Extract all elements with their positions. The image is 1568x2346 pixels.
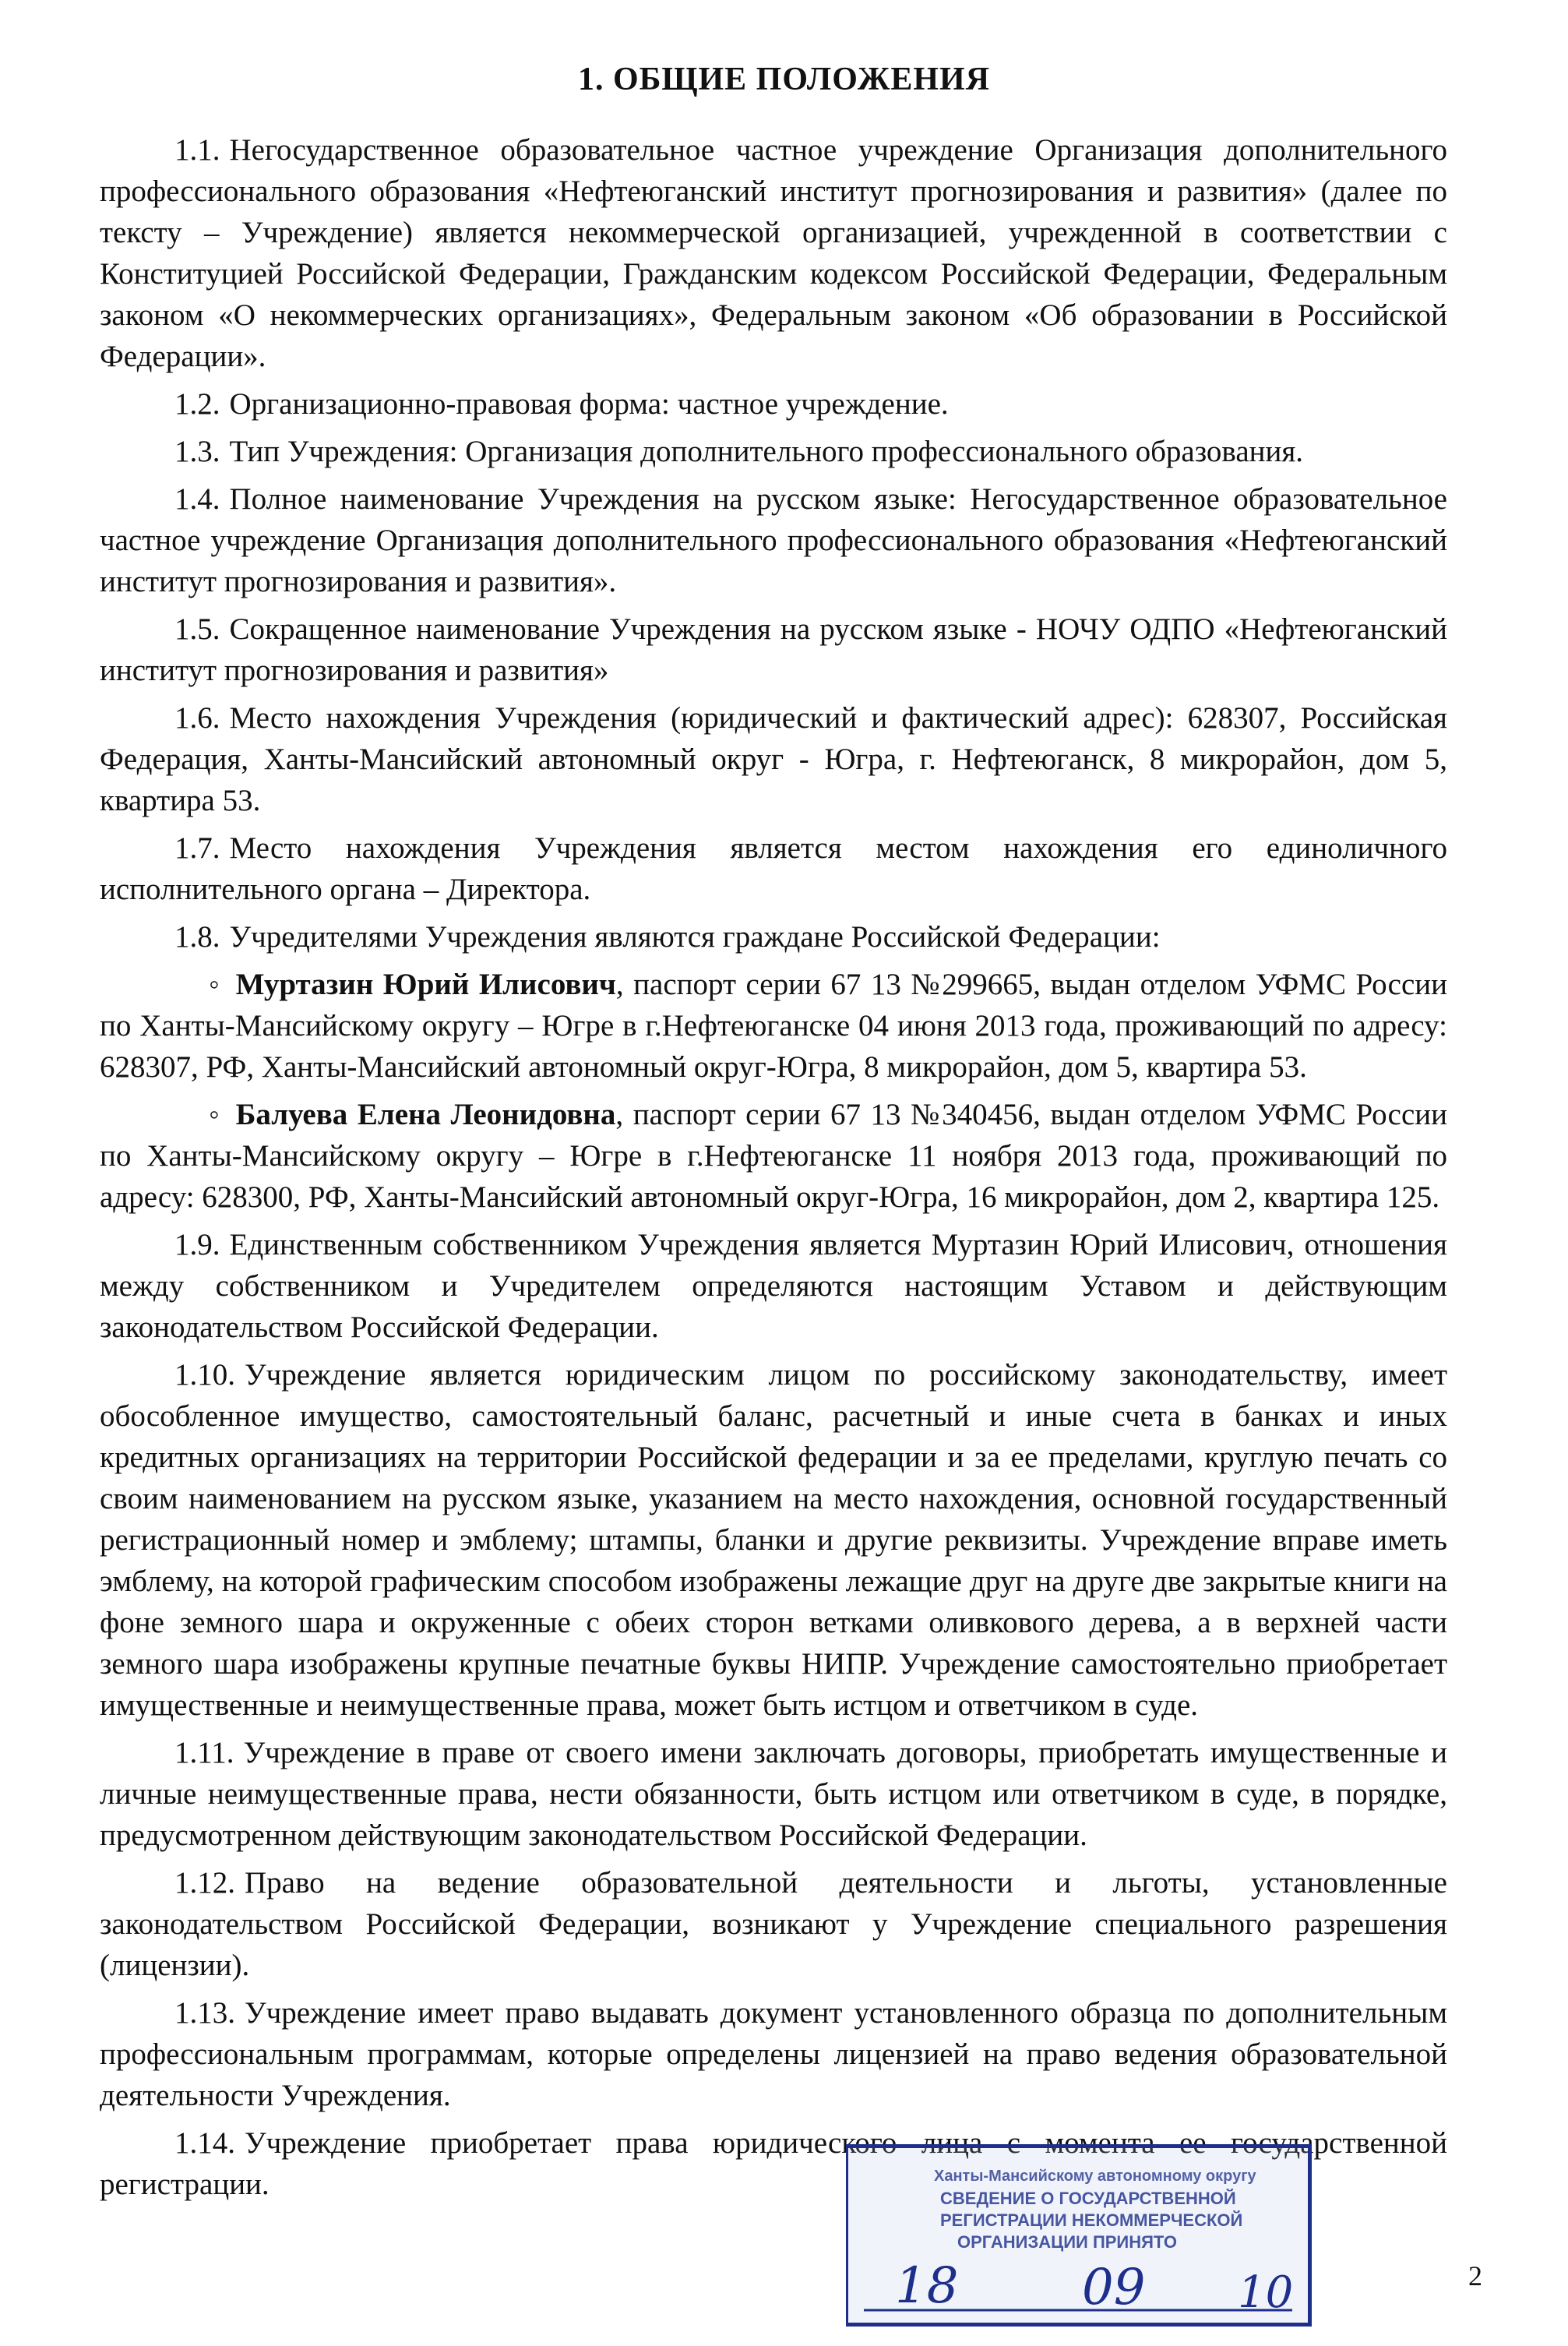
clause-1-6 [100,697,1447,821]
clause-1-2 [100,383,1447,425]
clause-number: 1.2. [174,387,220,421]
clause-1-9 [100,1224,1447,1348]
clause-number: 1.8. [174,920,220,954]
stamp-line-3: РЕГИСТРАЦИИ НЕКОММЕРЧЕСКОЙ [940,2210,1243,2230]
clause-text: Учреждение приобретает права юридического лица с момента ее государственной регистрации. [100,2126,1447,2201]
clause-number: 1.14. [174,2126,235,2160]
stamp-line-1: Ханты-Мансийскому автономному округу [934,2168,1256,2185]
bullet-icon: ◦ [209,968,222,1001]
founder-item [100,964,1447,1088]
clause-number: 1.5. [174,612,220,646]
registration-stamp [846,2144,1312,2327]
clause-1-3 [100,431,1447,472]
clause-text: Учреждение является юридическим лицом по российскому законодательству, имеет обособленное имущество, самостоятельный баланс, расчетный и иные счета в банках и иных кредитных организациях на территории Российской федерации и за ее пределами, круглую печать со своим наименованием на русском языке, указанием на место нахождения, основной государственный регистрационный номер и эмблему; штампы, бланки и другие реквизиты. Учреждение вправе иметь эмблему, на которой графическим способом изображены лежащие друг на друге две закрытые книги на фоне земного шара и окруженные с обеих сторон ветками оливкового дерева, а в верхней части земного шара изображены крупные печатные буквы НИПР. Учреждение самостоятельно приобретает имущественные и неимущественные права, может быть истцом и ответчиком в суде. [100,1358,1447,1722]
stamp-graphic [848,2148,1314,2330]
stamp-year: 10 [1238,2267,1294,2318]
page-number: 2 [1468,2260,1482,2291]
clause-text: Место нахождения Учреждения является местом нахождения его единоличного исполнительного органа – Директора. [100,831,1447,906]
clause-number: 1.12. [174,1866,235,1900]
clause-text: Учреждение имеет право выдавать документ установленного образца по дополнительным профессиональным программам, которые определены лицензией на право ведения образовательной деятельности Учреждения. [100,1996,1447,2112]
clause-text: Учреждение в праве от своего имени заключать договоры, приобретать имущественные и личные неимущественные права, нести обязанности, быть истцом или ответчиком в суде, в порядке, предусмотренном действующим законодательством Российской Федерации. [100,1736,1447,1852]
clause-text: Право на ведение образовательной деятельности и льготы, установленные законодательством Российской Федерации, возникают у Учреждение специального разрешения (лицензии). [100,1866,1447,1982]
clause-number: 1.4. [174,482,220,516]
clause-text: Тип Учреждения: Организация дополнительного профессионального образования. [229,435,1304,468]
clause-text: Сокращенное наименование Учреждения на русском языке - НОЧУ ОДПО «Нефтеюганский институт прогнозирования и развития» [100,612,1447,687]
section-heading: 1. ОБЩИЕ ПОЛОЖЕНИЯ [577,62,991,97]
clause-1-12 [100,1862,1447,1986]
bullet-icon: ◦ [209,1098,222,1131]
clause-1-13 [100,1992,1447,2116]
document-body [100,129,1447,2211]
clause-text: Полное наименование Учреждения на русском языке: Негосударственное образовательное частное учреждение Организация дополнительного профессионального образования «Нефтеюганский институт прогнозирования и развития». [100,482,1447,598]
clause-1-5 [100,609,1447,691]
clause-1-11 [100,1732,1447,1856]
stamp-day: 18 [895,2257,959,2315]
clause-1-8 [100,916,1447,958]
clause-text: Единственным собственником Учреждения является Муртазин Юрий Илисович, отношения между собственником и Учредителем определяются настоящим Уставом и действующим законодательством Российской Федерации. [100,1228,1447,1344]
clause-number: 1.9. [174,1228,220,1261]
founder-details: , паспорт серии 67 13 №299665, выдан отделом УФМС России по Ханты-Мансийскому округу – Югре в г.Нефтеюганске 04 июня 2013 года, проживающий по адресу: 628307, РФ, Ханты-Мансийский автономный округ-Югра, 8 микрорайон, дом 5, квартира 53. [100,968,1448,1084]
clause-text: Место нахождения Учреждения (юридический и фактический адрес): 628307, Российская Федерация, Ханты-Мансийский автономный округ - Югра, г. Нефтеюганск, 8 микрорайон, дом 5, квартира 53. [100,701,1447,817]
clause-number: 1.11. [174,1736,234,1769]
clause-number: 1.3. [174,435,220,468]
clause-number: 1.7. [174,831,220,865]
clause-text: Учредителями Учреждения являются граждане Российской Федерации: [229,920,1161,954]
clause-1-4 [100,478,1447,602]
founder-name: Балуева Елена Леонидовна [235,1098,616,1131]
clause-number: 1.10. [174,1358,235,1392]
clause-number: 1.13. [174,1996,235,2030]
founder-item [100,1094,1447,1218]
clause-text: Организационно-правовая форма: частное учреждение. [229,387,949,421]
clause-1-1 [100,129,1447,377]
clause-1-7 [100,827,1447,910]
founder-name: Муртазин Юрий Илисович [235,968,616,1001]
stamp-line-4: ОРГАНИЗАЦИИ ПРИНЯТО [957,2232,1177,2252]
founder-details: , паспорт серии 67 13 №340456, выдан отделом УФМС России по Ханты-Мансийскому округу – Югре в г.Нефтеюганске 11 ноября 2013 года, проживающий по адресу: 628300, РФ, Ханты-Мансийский автономный округ-Югра, 16 микрорайон, дом 2, квартира 125. [100,1098,1448,1214]
clause-number: 1.6. [174,701,220,735]
stamp-month: 09 [1082,2259,1146,2316]
clause-text: Негосударственное образовательное частное учреждение Организация дополнительного профессионального образования «Нефтеюганский институт прогнозирования и развития» (далее по тексту – Учреждение) является некоммерческой организацией, учрежденной в соответствии с Конституцией Российской Федерации, Гражданским кодексом Российской Федерации, Федеральным законом «О некоммерческих организациях», Федеральным законом «Об образовании в Российской Федерации». [100,133,1447,373]
stamp-line-2: СВЕДЕНИЕ О ГОСУДАРСТВЕННОЙ [940,2189,1236,2208]
clause-1-10 [100,1354,1447,1726]
clause-number: 1.1. [174,133,220,167]
